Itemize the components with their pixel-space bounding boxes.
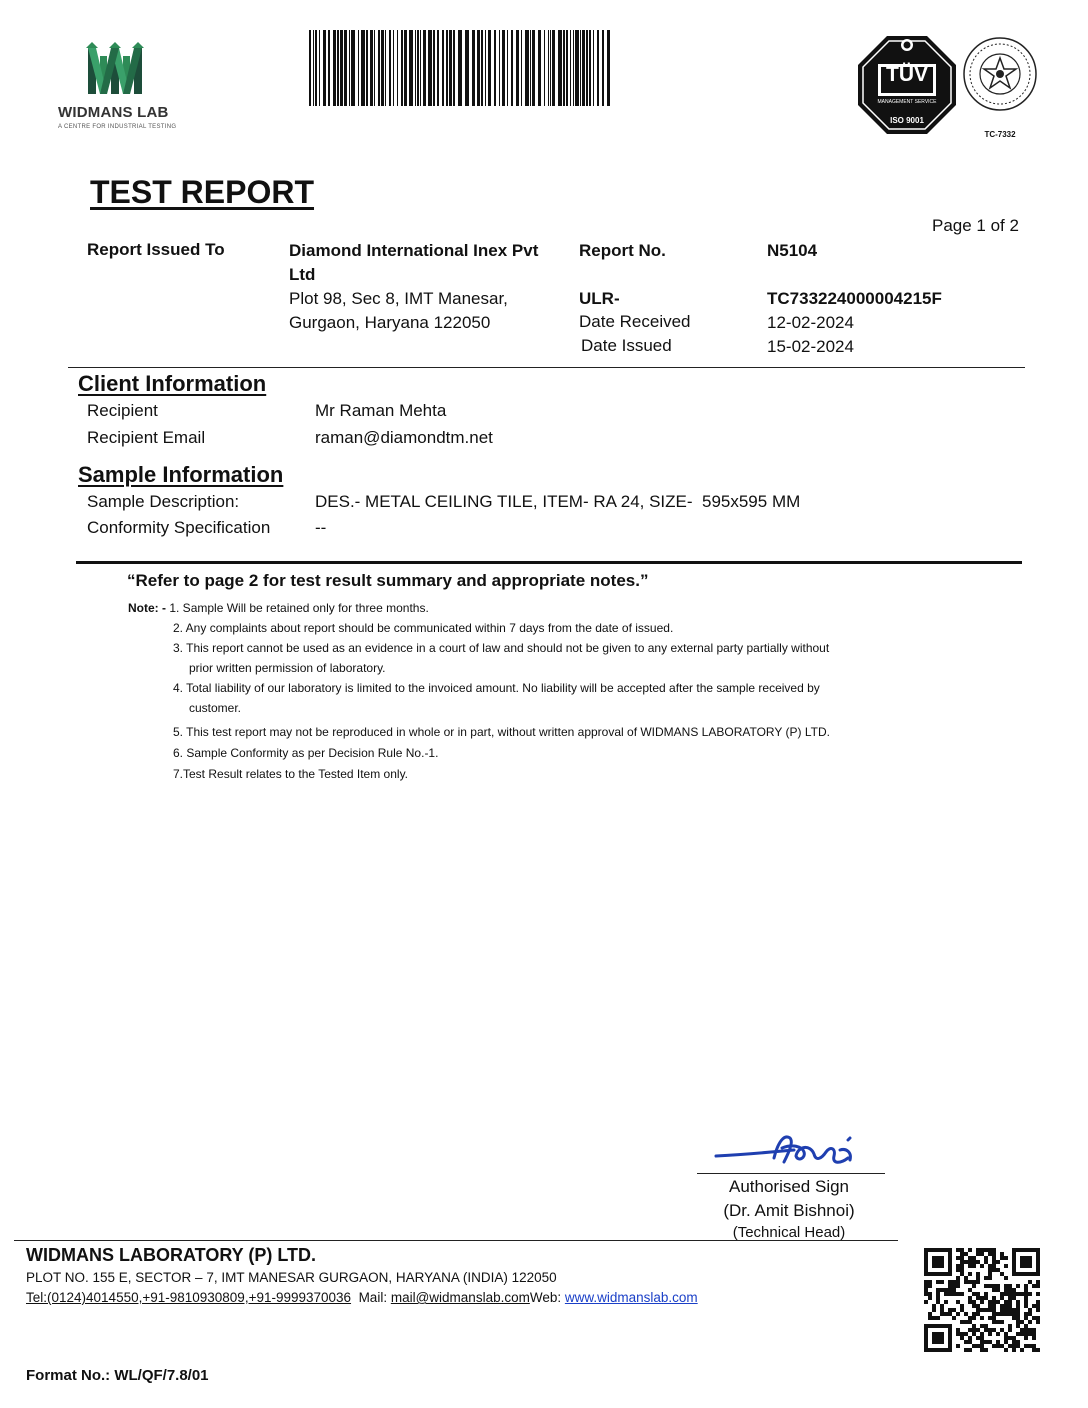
footer-mail-label: Mail: <box>358 1290 388 1305</box>
report-no-value: N5104 <box>767 241 818 260</box>
format-number: Format No.: WL/QF/7.8/01 <box>26 1367 209 1384</box>
recipient-email-label: Recipient Email <box>87 428 206 447</box>
footer-tel[interactable]: Tel:(0124)4014550,+91-9810930809,+91-9999370036 <box>26 1290 352 1305</box>
divider-footer <box>14 1240 898 1241</box>
iso-text: ISO 9001 <box>890 116 924 125</box>
date-issued-value: 15-02-2024 <box>767 337 854 356</box>
footer-address: PLOT NO. 155 E, SECTOR – 7, IMT MANESAR GURGAON, HARYANA (INDIA) 122050 <box>26 1270 557 1285</box>
footer-company: WIDMANS LABORATORY (P) LTD. <box>26 1245 316 1265</box>
conformity-value: -- <box>315 518 327 537</box>
widmans-logo-icon <box>58 42 198 100</box>
report-no-label: Report No. <box>579 241 666 260</box>
signature-icon <box>712 1128 862 1172</box>
logo-name: WIDMANS LAB <box>58 104 169 121</box>
note-item: 3. This report cannot be used as an evidence in a court of law and should not be given to any external party partially without <box>173 641 830 655</box>
sample-description-label: Sample Description: <box>87 492 240 511</box>
client-info-heading: Client Information <box>78 371 267 396</box>
notes-block <box>128 598 928 784</box>
signatory-role: (Technical Head) <box>732 1224 846 1241</box>
recipient-label: Recipient <box>87 401 158 420</box>
footer-contact <box>26 1290 698 1305</box>
note-item <box>128 598 928 618</box>
refer-note: “Refer to page 2 for test result summary and appropriate notes.” <box>127 571 649 590</box>
recipient-value: Mr Raman Mehta <box>315 401 447 420</box>
page-title: TEST REPORT <box>90 174 315 210</box>
barcode <box>309 30 611 106</box>
note-item: 4. Total liability of our laboratory is limited to the invoiced amount. No liability will be accepted after the sample received by <box>173 681 820 695</box>
tuv-subtext: MANAGEMENT SERVICE <box>877 99 937 105</box>
notes-label: Note: - <box>128 601 166 615</box>
company-logo <box>58 42 198 137</box>
note-item: 6. Sample Conformity as per Decision Rule No.-1. <box>173 746 439 760</box>
note-text: 1. Sample Will be retained only for three months. <box>169 601 429 615</box>
divider-top <box>68 367 1025 368</box>
logo-tagline: A CENTRE FOR INDUSTRIAL TESTING <box>58 124 177 130</box>
page-indicator: Page 1 of 2 <box>932 216 1019 235</box>
date-issued-label: Date Issued <box>581 336 672 355</box>
signature-label: Authorised Sign <box>728 1177 850 1196</box>
sample-description-value: DES.- METAL CEILING TILE, ITEM- RA 24, SIZE- 595x595 MM <box>315 492 801 511</box>
sample-info-heading: Sample Information <box>78 462 284 487</box>
nabl-seal <box>962 36 1038 142</box>
note-item: prior written permission of laboratory. <box>189 661 386 675</box>
recipient-email-value: raman@diamondtm.net <box>315 428 493 447</box>
ulr-value: TC733224000004215F <box>767 289 942 308</box>
note-item: customer. <box>189 701 242 715</box>
date-received-value: 12-02-2024 <box>767 313 854 332</box>
footer-web-label: Web: <box>529 1290 562 1305</box>
signature-line <box>697 1173 885 1174</box>
divider-sample <box>76 561 1022 564</box>
address-line1: Plot 98, Sec 8, IMT Manesar, <box>289 289 508 308</box>
note-item: 2. Any complaints about report should be communicated within 7 days from the date of issued. <box>173 621 674 635</box>
company-name-line2: Ltd <box>289 265 316 284</box>
note-item: 5. This test report may not be reproduced in whole or in part, without written approval of WIDMANS LABORATORY (P) LTD. <box>173 725 830 739</box>
ulr-label: ULR- <box>579 289 620 308</box>
footer-web-link[interactable]: www.widmanslab.com <box>564 1290 698 1305</box>
address-line2: Gurgaon, Haryana 122050 <box>289 313 491 332</box>
footer-mail-link[interactable]: mail@widmanslab.com <box>390 1290 530 1305</box>
tuv-certification-mark <box>858 36 956 134</box>
company-name-line1: Diamond International Inex Pvt <box>289 241 539 260</box>
issued-to-label: Report Issued To <box>87 240 225 259</box>
tuv-text: TÜV <box>886 63 928 86</box>
note-item: 7.Test Result relates to the Tested Item only. <box>173 767 409 781</box>
conformity-label: Conformity Specification <box>87 518 271 537</box>
qr-code <box>924 1248 1040 1352</box>
signatory-name: (Dr. Amit Bishnoi) <box>723 1201 855 1220</box>
nabl-code: TC-7332 <box>984 130 1016 139</box>
date-received-label: Date Received <box>579 312 691 331</box>
